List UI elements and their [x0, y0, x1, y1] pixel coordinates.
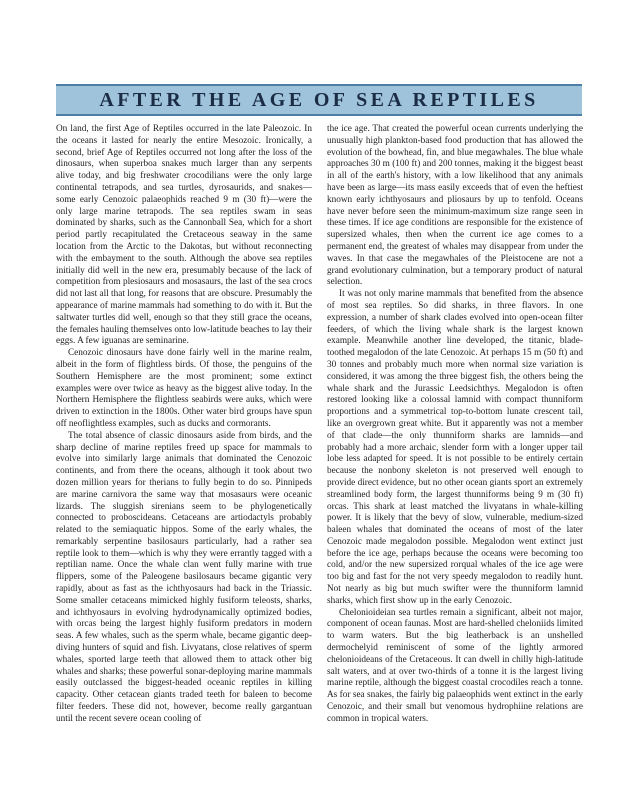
paragraph: It was not only marine mammals that benefited from the absence of most sea reptiles. So did sharks, in three flavors. In one expression, a number of shark clades evolved into open-ocean filter feeders, of which the living whale shark is the largest known example. Meanwhile another line developed, the titanic, blade-toothed megalodon of the late Cenozoic. At perhaps 15 m (50 ft) and 30 tonnes and probably much more when normal size variation is considered, it was among the three biggest fish, the others being the whale shark and the Jurassic Leedsichthys. Megalodon is often restored looking like a colossal lamnid with compact thunniform proportions and a symmetrical top-to-bottom lunate crescent tail, like an overgrown great white. But it apparently was not a member of that clade—the only thunniform sharks are lamnids—and probably had a more archaic, slender form with a longer upper tail lobe less adapted for speed. It is not possible to be entirely certain because the nonbony skeleton is not preserved well enough to provide direct evidence, but no other ocean giants sport an extremely streamlined body form, the largest thunniforms being 9 m (30 ft) orcas. This shark at least matched the livyatans in whale-killing power. It is likely that the bevy of slow, vulnerable, medium-sized baleen whales that dominated the oceans of most of the later Cenozoic made megalodon possible. Megalodon went extinct just before the ice age, perhaps because the oceans were becoming too cold, and/or the new supersized rorqual whales of the ice age were too big and fast for the not very speedy megalodon to readily hunt. Not nearly as big but much swifter were the thunniform lamnid sharks, which first show up in the early Cenozoic. [327, 289, 583, 606]
paragraph: the ice age. That created the powerful ocean currents underlying the unusually high plankton-based food production that has allowed the evolution of the bowhead, fin, and blue megawhales. The blue whale approaches 30 m (100 ft) and 200 tonnes, making it the biggest beast in all of the earth's history, with a low likelihood that any animals have been as large—its mass easily exceeds that of even the heftiest known early ichthyosaurs and pliosaurs by up to tenfold. Oceans have never before seen the minimum-maximum size range seen in these times. If ice age conditions are responsible for the existence of supersized whales, then when the current ice age comes to a permanent end, the greatest of whales may disappear from under the waves. In that case the megawhales of the Pleistocene are not a grand evolutionary culmination, but a temporary product of natural selection. [327, 124, 583, 288]
right-column [327, 124, 583, 796]
paragraph: On land, the first Age of Reptiles occurred in the late Paleozoic. In the oceans it lasted for nearly the entire Mesozoic. Ironically, a second, brief Age of Reptiles occurred not long after the loss of the dinosaurs, when superboa snakes much larger than any serpents alive today, and big freshwater crocodilians were the only large continental tetrapods, and sea turtles, dyrosaurids, and snakes—some early Cenozoic palaeophids reached 9 m (30 ft)—were the only large marine tetrapods. The sea reptiles swam in seas dominated by sharks, such as the Cannonball Sea, which for a short period partly recapitulated the Cretaceous seaway in the same location from the Arctic to the Dakotas, but without reconnecting with the embayment to the south. Although the above sea reptiles initially did well in the new era, presumably because of the lack of competition from plesiosaurs and mosasaurs, the last of the sea crocs did not last all that long, for reasons that are obscure. Presumably the appearance of marine mammals had something to do with it. But the saltwater turtles did well, enough so that they still grace the oceans, the females hauling themselves onto low-latitude beaches to lay their eggs. A few iguanas are seminarine. [56, 124, 312, 347]
paragraph: The total absence of classic dinosaurs aside from birds, and the sharp decline of marine reptiles freed up space for mammals to evolve into similarly large animals that dominated the Cenozoic continents, and from there the oceans, although it took about two dozen million years for therians to fully begin to do so. Pinnipeds are marine carnivora the same way that mosasaurs were oceanic lizards. The sluggish sirenians seem to be phylogenetically connected to proboscideans. Cetaceans are artiodactyls probably related to the semiaquatic hippos. Some of the early whales, the remarkably serpentine basilosaurs particularly, had a rather sea reptile look to them—which is why they were errantly tagged with a reptilian name. Once the whale clan went fully marine with true flippers, some of the Paleogene basilosaurs became gigantic very rapidly, about as fast as the ichthyosaurs had back in the Triassic. Some smaller cetaceans mimicked highly fusiform teleosts, sharks, and ichthyosaurs in evolving hydrodynamically optimized bodies, with orcas being the largest highly fusiform predators in modern seas. A few whales, such as the sperm whale, became gigantic deep-diving hunters of squid and fish. Livyatans, close relatives of sperm whales, sported large teeth that allowed them to attack other big whales and sharks; these powerful sonar-deploying marine mammals easily outclassed the biggest-headed oceanic reptiles in killing capacity. Other cetacean giants traded teeth for baleen to become filter feeders. These did not, however, become really gargantuan until the recent severe ocean cooling of [56, 430, 312, 724]
body-columns [56, 124, 583, 796]
left-column [56, 124, 312, 796]
section-header-band [56, 84, 582, 116]
paragraph: Chelonioideian sea turtles remain a significant, albeit not major, component of ocean faunas. Most are hard-shelled cheloniids limited to warm waters. But the big leatherback is an unshelled dermochelyid reminiscent of some of the lightly armored chelonioideans of the Cretaceous. It can dwell in chilly high-latitude salt waters, and at over two-thirds of a tonne it is the largest living marine reptile, although the biggest coastal crocodiles reach a tonne. As for sea snakes, the fairly big palaeophids went extinct in the early Cenozoic, and their small but venomous hydrophiine relations are common in tropical waters. [327, 607, 583, 724]
paragraph: Cenozoic dinosaurs have done fairly well in the marine realm, albeit in the form of flightless birds. Of those, the penguins of the Southern Hemisphere are the most prominent; some extinct examples were over twice as heavy as the biggest alive today. In the Northern Hemisphere the flightless seabirds were auks, which were driven to extinction in the 1800s. Other water bird groups have spun off neoflightless examples, such as ducks and cormorants. [56, 348, 312, 429]
page-title: AFTER THE AGE OF SEA REPTILES [99, 88, 539, 111]
